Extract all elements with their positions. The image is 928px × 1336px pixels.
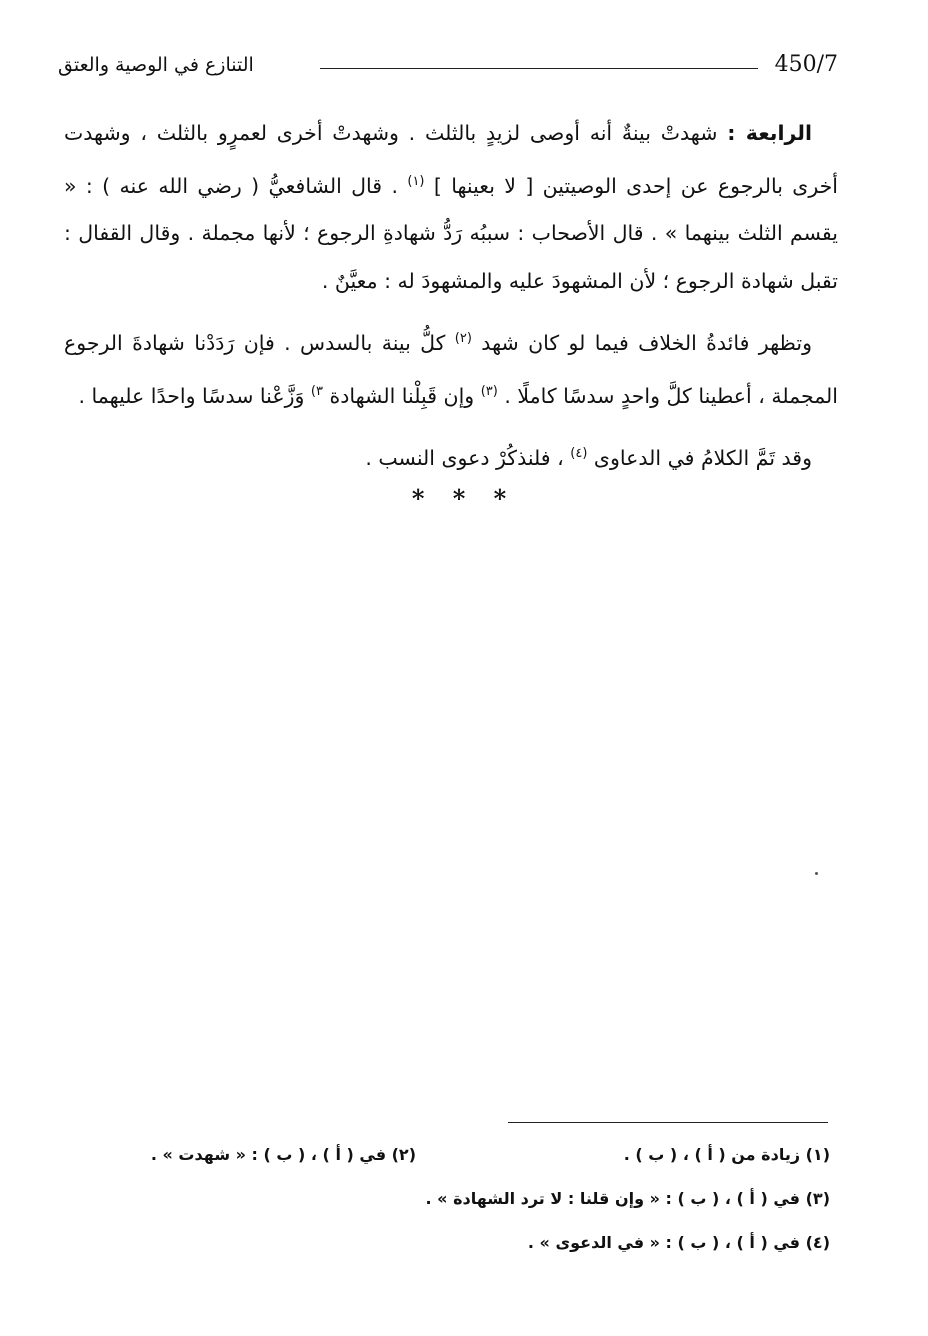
paragraph-lead: الرابعة : xyxy=(727,121,813,145)
main-text xyxy=(64,110,838,493)
footnotes xyxy=(140,1145,830,1277)
section-separator: * * * xyxy=(411,484,517,513)
footnote-row xyxy=(140,1189,830,1233)
footnote-ref-1: (١) xyxy=(407,173,425,189)
paragraph-text: وتظهر فائدةُ الخلاف فيما لو كان شهد xyxy=(471,331,812,355)
footnote-row xyxy=(140,1233,830,1277)
paragraph-text: ، فلنذكُرْ دعوى النسب . xyxy=(365,446,571,470)
footnote-ref-4: (٤) xyxy=(570,446,588,461)
footnote-ref-2: (٢) xyxy=(454,331,472,346)
paragraph-text: . قال الشافعيُّ ( رضي الله عنه ) : « يقسم الثلث بينهما » . قال الأصحاب : سببُه رَدُّ شهادةِ الرجوع ؛ لأنها مجملة . وقال القفال : تقبل شهادة الرجوع ؛ لأن المشهودَ عليه والمشهودَ له : معيَّنٌ . xyxy=(64,173,838,293)
header-rule xyxy=(320,68,758,69)
footnote-4: (٤) في ( أ ) ، ( ب ) : « في الدعوى » . xyxy=(527,1233,830,1252)
chapter-title: التنازع في الوصية والعتق xyxy=(58,54,254,76)
paragraph-text: وقد تَمَّ الكلامُ في الدعاوى xyxy=(587,446,812,470)
page-number: 450/7 xyxy=(774,52,838,77)
scan-speck xyxy=(815,872,818,875)
running-header xyxy=(58,52,838,84)
paragraph-text: وَزَّعْنا سدسًا واحدًا عليهما . xyxy=(78,383,311,408)
footnote-2: (٢) في ( أ ) ، ( ب ) : « شهدت » . xyxy=(150,1145,416,1164)
paragraph-text: كلُّ بينة بالسدس . فإن رَدَدْنا شهادةَ الرجوع المجملة ، أعطينا كلَّ واحدٍ سدسًا كاملًا . xyxy=(64,331,838,408)
footnote-ref-3-close: ٣) xyxy=(310,383,323,399)
footnote-1: (١) زيادة من ( أ ) ، ( ب ) . xyxy=(623,1145,830,1164)
footnote-rule xyxy=(508,1122,828,1123)
footnote-3: (٣) في ( أ ) ، ( ب ) : « وإن قلنا : لا ترد الشهادة » . xyxy=(425,1189,830,1208)
paragraph-2 xyxy=(64,315,838,420)
footnote-ref-3-open: (٣) xyxy=(480,383,498,399)
paragraph-text: وإن قَبِلْنا الشهادة xyxy=(322,383,481,408)
footnote-row xyxy=(140,1145,830,1189)
paragraph-3 xyxy=(64,430,838,483)
paragraph-text: شهدتْ بينةٌ أنه أوصى لزيدٍ بالثلث . وشهدتْ أخرى لعمرٍو بالثلث ، وشهدت أخرى بالرجوع عن إحدى الوصيتين [ لا بعينها ] xyxy=(64,121,838,198)
paragraph-1 xyxy=(64,110,838,305)
